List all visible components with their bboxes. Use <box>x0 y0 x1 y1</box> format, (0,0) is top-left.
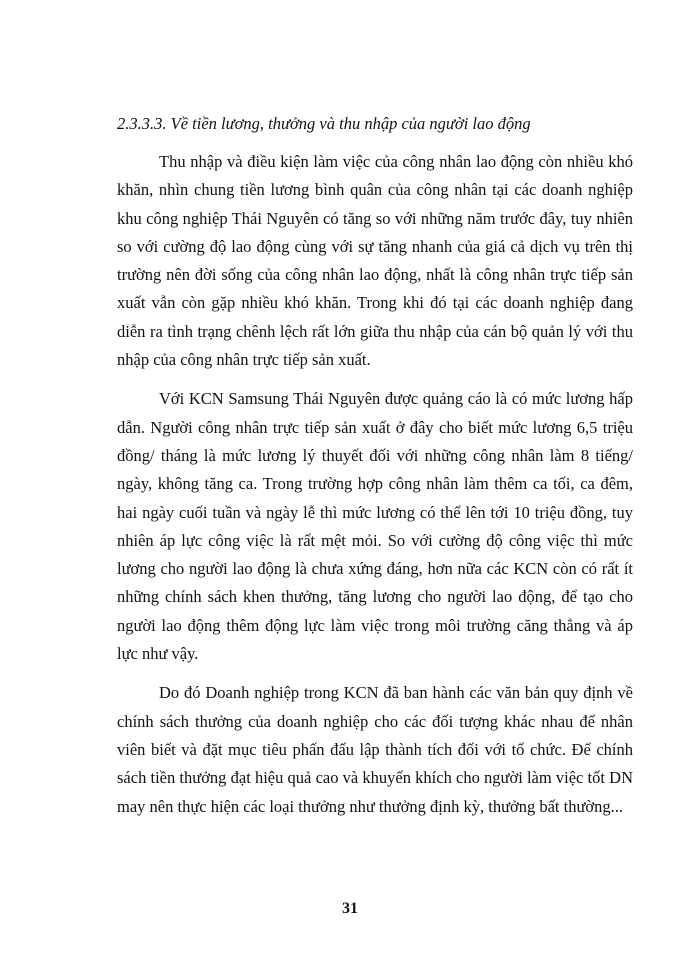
body-text <box>117 148 633 832</box>
paragraph-samsung-wages: Với KCN Samsung Thái Nguyên được quảng cáo là có mức lương hấp dẫn. Người công nhân trực tiếp sản xuất ở đây cho biết mức lương 6,5 triệu đồng/ tháng là mức lương lý thuyết đối với những công nhân làm 8 tiếng/ ngày, không tăng ca. Trong trường hợp công nhân làm thêm ca tối, ca đêm, hai ngày cuối tuần và ngày lễ thì mức lương có thể lên tới 10 triệu đồng, tuy nhiên áp lực công việc là rất mệt mỏi. So với cường độ công việc thì mức lương cho người lao động là chưa xứng đáng, hơn nữa các KCN còn có rất ít những chính sách khen thưởng, tăng lương cho người lao động, để tạo cho người lao động thêm động lực làm việc trong môi trường căng thẳng và áp lực như vậy. <box>117 389 633 664</box>
paragraph-bonus-policy: Do đó Doanh nghiệp trong KCN đã ban hành các văn bản quy định về chính sách thưởng của doanh nghiệp cho các đối tượng khác nhau để nhân viên biết và đặt mục tiêu phấn đấu lập thành tích đối với tổ chức. Để chính sách tiền thưởng đạt hiệu quả cao và khuyến khích cho người làm việc tốt DN may nên thực hiện các loại thưởng như thưởng định kỳ, thưởng bất thường... <box>117 683 633 816</box>
section-heading: 2.3.3.3. Về tiền lương, thưởng và thu nhập của người lao động <box>117 114 531 133</box>
page-number: 31 <box>342 900 358 917</box>
paragraph-income-conditions: Thu nhập và điều kiện làm việc của công nhân lao động còn nhiều khó khăn, nhìn chung tiền lương bình quân của công nhân tại các doanh nghiệp khu công nghiệp Thái Nguyên có tăng so với những năm trước đây, tuy nhiên so với cường độ lao động cùng với sự tăng nhanh của giá cả dịch vụ trên thị trường nên đời sống của công nhân lao động, nhất là công nhân trực tiếp sản xuất vẫn còn gặp nhiều khó khăn. Trong khi đó tại các doanh nghiệp đang diễn ra tình trạng chênh lệch rất lớn giữa thu nhập của cán bộ quản lý với thu nhập của công nhân trực tiếp sản xuất. <box>117 152 633 370</box>
